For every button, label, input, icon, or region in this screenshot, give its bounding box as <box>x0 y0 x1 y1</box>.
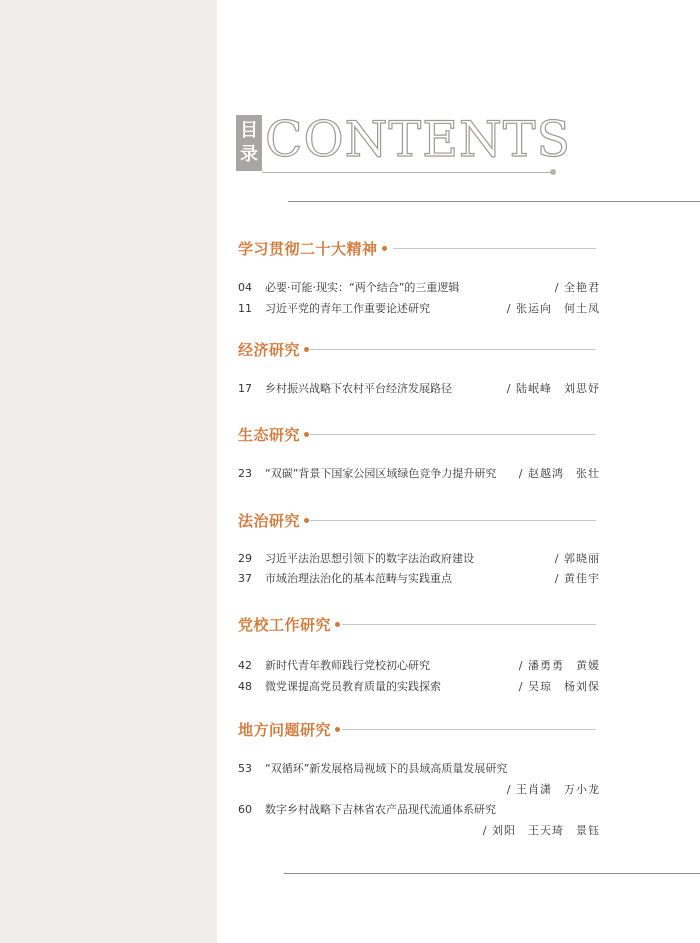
entry-title: 习近平党的青年工作重要论述研究 <box>265 302 430 315</box>
toc-entry[interactable] <box>238 550 600 568</box>
mulu-char-2: 录 <box>240 144 258 165</box>
entry-author: / 王肖潇 万小龙 <box>506 783 600 796</box>
header-underline-dot <box>550 169 556 175</box>
entry-author: / 潘勇勇 黄媛 <box>518 659 600 672</box>
toc-entry[interactable] <box>238 678 600 696</box>
entry-page: 48 <box>238 680 252 693</box>
entry-page: 60 <box>238 803 252 816</box>
section-dot <box>335 622 340 627</box>
section-dot <box>382 246 387 251</box>
entry-author: / 张运向 何土凤 <box>506 302 600 315</box>
section-heading <box>238 719 596 739</box>
toc-entry[interactable] <box>238 801 600 819</box>
section-rule <box>342 729 596 730</box>
entry-author: / 赵越鸿 张壮 <box>518 467 600 480</box>
section-dot <box>304 518 309 523</box>
entry-title: 数字乡村战略下吉林省农产品现代流通体系研究 <box>265 803 496 816</box>
toc-entry[interactable] <box>238 279 600 297</box>
entry-title: 习近平法治思想引领下的数字法治政府建设 <box>265 552 474 565</box>
section-dot <box>304 432 309 437</box>
entry-author: / 吴琼 杨刘保 <box>518 680 600 693</box>
toc-entry[interactable] <box>238 657 600 675</box>
entry-title: 市域治理法治化的基本范畴与实践重点 <box>265 572 452 585</box>
entry-page: 29 <box>238 552 252 565</box>
toc-entry[interactable] <box>238 380 600 398</box>
entry-author: / 郭晓丽 <box>554 552 600 565</box>
section-heading <box>238 510 596 530</box>
entry-author: / 全艳君 <box>554 281 600 294</box>
section-title: 生态研究 <box>238 425 301 444</box>
section-rule <box>310 349 596 350</box>
entry-page: 11 <box>238 302 252 315</box>
entry-title: 必要·可能·现实：“两个结合”的三重逻辑 <box>265 281 460 294</box>
side-panel <box>0 0 217 943</box>
top-rule <box>288 201 700 202</box>
section-title: 党校工作研究 <box>238 615 332 634</box>
entry-page: 42 <box>238 659 252 672</box>
section-rule <box>310 434 596 435</box>
section-heading <box>238 614 596 634</box>
section-rule <box>310 520 596 521</box>
entry-page: 17 <box>238 382 252 395</box>
section-dot <box>335 727 340 732</box>
contents-heading: CONTENTS <box>265 111 572 168</box>
section-title: 地方问题研究 <box>238 720 332 739</box>
entry-page: 53 <box>238 762 252 775</box>
entry-title: “双碳”背景下国家公园区域绿色竞争力提升研究 <box>265 467 497 480</box>
section-title: 经济研究 <box>238 340 301 359</box>
entry-title: 新时代青年教师践行党校初心研究 <box>265 659 430 672</box>
entry-author: / 刘阳 王天琦 景钰 <box>482 824 600 837</box>
toc-entry[interactable] <box>238 570 600 588</box>
entry-author: / 黄佳宇 <box>554 572 600 585</box>
entry-title: 微党课提高党员教育质量的实践探索 <box>265 680 441 693</box>
bottom-rule <box>284 873 700 874</box>
entry-title: “双循环”新发展格局视域下的县域高质量发展研究 <box>265 762 508 775</box>
mulu-char-1: 目 <box>240 120 258 141</box>
entry-author: / 陆岷峰 刘思妤 <box>506 382 600 395</box>
header-underline <box>262 172 552 173</box>
section-rule <box>342 624 596 625</box>
entry-page: 04 <box>238 281 252 294</box>
toc-entry[interactable] <box>238 465 600 483</box>
toc-entry[interactable] <box>238 760 600 778</box>
section-heading <box>238 339 596 359</box>
section-title: 学习贯彻二十大精神 <box>238 239 378 258</box>
entry-page: 23 <box>238 467 252 480</box>
mulu-label-box <box>236 115 262 171</box>
section-dot <box>304 347 309 352</box>
section-heading <box>238 238 596 258</box>
toc-entry[interactable] <box>238 300 600 318</box>
entry-page: 37 <box>238 572 252 585</box>
section-rule <box>393 248 596 249</box>
entry-title: 乡村振兴战略下农村平台经济发展路径 <box>265 382 452 395</box>
section-title: 法治研究 <box>238 511 301 530</box>
section-heading <box>238 424 596 444</box>
